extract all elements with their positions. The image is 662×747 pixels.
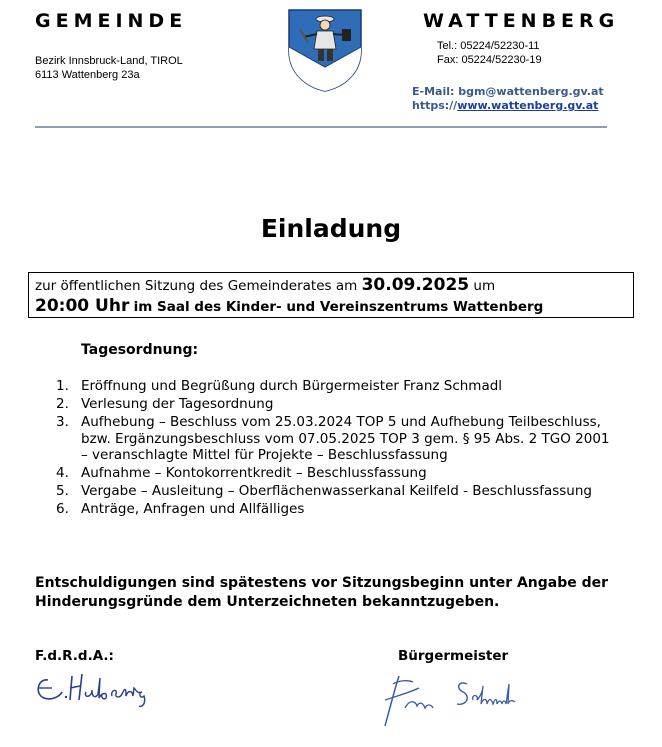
fdrda-label: F.d.R.d.A.: — [35, 648, 114, 664]
agenda-item — [56, 414, 616, 464]
contact-block — [412, 85, 604, 113]
invitation-box — [28, 272, 634, 318]
agenda-item-text: Vergabe – Ausleitung – Oberflächenwasserkanal Keilfeld - Beschlussfassung — [81, 483, 592, 499]
coat-of-arms-icon — [286, 7, 364, 93]
signature-clerk — [30, 668, 160, 716]
district-address — [35, 54, 183, 82]
phone-fax-block — [437, 39, 542, 67]
invitation-line-2 — [35, 296, 627, 318]
agenda-item-text: Aufnahme – Kontokorrentkredit – Beschlussfassung — [81, 465, 427, 481]
meeting-time: 20:00 Uhr — [35, 296, 130, 316]
mayor-label: Bürgermeister — [398, 648, 509, 664]
agenda-item-text: Aufhebung – Beschluss vom 25.03.2024 TOP 5 und Aufhebung Teilbeschluss, bzw. Ergänzungsbeschluss vom 07.05.2025 TOP 3 gem. § 95 Abs. 2 TGO 2001 – veranschlagte Mittel für Projekte – Beschlussfassung — [81, 414, 610, 463]
agenda-item-number: 3. — [56, 414, 69, 430]
agenda-item — [56, 501, 616, 518]
email-address[interactable]: E-Mail: bgm@wattenberg.gv.at — [412, 85, 604, 98]
agenda-item-text: Eröffnung und Begrüßung durch Bürgermeister Franz Schmadl — [81, 378, 503, 394]
agenda-item-text: Anträge, Anfragen und Allfälliges — [81, 501, 305, 517]
website — [412, 99, 604, 113]
invitation-um: um — [473, 278, 496, 294]
phone-number: Tel.: 05224/52230-11 — [437, 40, 540, 52]
agenda-item-number: 4. — [56, 465, 69, 481]
address-line-district: Bezirk Innsbruck-Land, TIROL — [35, 55, 183, 67]
agenda-item-number: 5. — [56, 483, 69, 499]
meeting-location: im Saal des Kinder- und Vereinszentrums Wattenberg — [133, 299, 544, 315]
fax-number: Fax: 05224/52230-19 — [437, 54, 542, 66]
document-title: Einladung — [260, 214, 402, 243]
website-prefix: https:// — [412, 99, 458, 112]
meeting-date: 30.09.2025 — [361, 275, 470, 295]
town-name: WATTENBERG — [423, 10, 620, 32]
agenda-list — [56, 378, 616, 519]
invitation-line-1 — [35, 275, 627, 297]
signature-mayor — [375, 670, 535, 734]
municipality-label: GEMEINDE — [35, 10, 188, 32]
agenda-item-text: Verlesung der Tagesordnung — [81, 396, 274, 412]
agenda-item — [56, 396, 616, 413]
excuse-notice: Entschuldigungen sind spätestens vor Sitzungsbeginn unter Angabe der Hinderungsgründe dem Unterzeichneten bekanntzugeben. — [35, 575, 609, 610]
agenda-item — [56, 378, 616, 395]
agenda-item-number: 2. — [56, 396, 69, 412]
header-divider — [35, 126, 607, 128]
address-line-street: 6113 Wattenberg 23a — [35, 69, 140, 81]
agenda-item — [56, 483, 616, 500]
agenda-heading: Tagesordnung: — [81, 342, 199, 358]
agenda-item-number: 1. — [56, 378, 69, 394]
website-link[interactable]: www.wattenberg.gv.at — [457, 99, 599, 112]
agenda-item — [56, 465, 616, 482]
invitation-intro: zur öffentlichen Sitzung des Gemeinderates am — [35, 278, 358, 294]
agenda-item-number: 6. — [56, 501, 69, 517]
